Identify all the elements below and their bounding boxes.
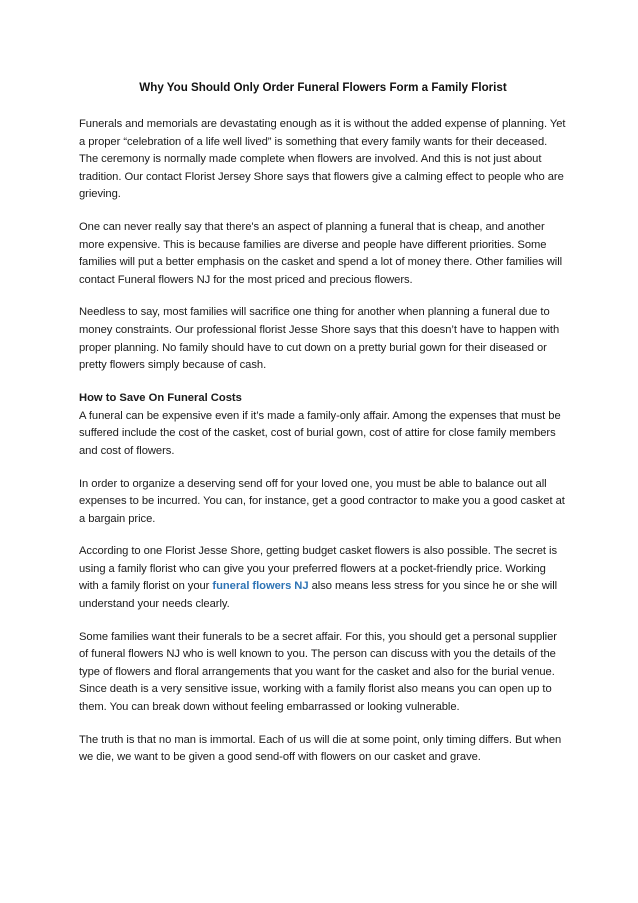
funeral-flowers-nj-link[interactable]: funeral flowers NJ (212, 580, 309, 593)
section-heading: How to Save On Funeral Costs (79, 391, 242, 404)
paragraph-text-after-link: also means less stress for you since he or she will understand your needs clearly. (79, 580, 558, 611)
paragraph-costs-vary: One can never really say that there's an aspect of planning a funeral that is cheap, and another more expensive. This is because families are diverse and people have different priorities. Some families will put a better emphasis on the casket and spend a lot of money there. Other families will contact Funeral flowers NJ for the most priced and precious flowers. (79, 220, 563, 286)
paragraph-family-florist (79, 543, 567, 613)
document-title: Why You Should Only Order Funeral Flowers Form a Family Florist (139, 81, 507, 94)
paragraph-closing: The truth is that no man is immortal. Each of us will die at some point, only timing differs. But when we die, we want to be given a good send-off with flowers on our casket and grave. (79, 733, 562, 764)
document-page (79, 80, 567, 782)
paragraph-text-before-link: According to one Florist Jesse Shore, getting budget casket flowers is also possible. The secret is using a family florist who can give you your preferred flowers at a pocket-friendly price. Working with a family florist on your (79, 545, 558, 593)
paragraph-sacrifice: Needless to say, most families will sacrifice one thing for another when planning a funeral due to money constraints. Our professional florist Jesse Shore says that this doesn’t have to happen with proper planning. No family should have to cut down on a pretty burial gown for their diseased or pretty flowers simply because of cash. (79, 306, 560, 372)
paragraph-intro: Funerals and memorials are devastating enough as it is without the added expense of planning. Yet a proper “celebration of a life well lived” is something that every family wants for their deceased. The ceremony is normally made complete when flowers are involved. And this is not just about tradition. Our contact Florist Jersey Shore says that flowers give a calming effect to people who are grieving. (79, 118, 566, 201)
paragraph-expenses: A funeral can be expensive even if it’s made a family-only affair. Among the expenses that must be suffered include the cost of the casket, cost of burial gown, cost of attire for close family members and cost of flowers. (79, 409, 561, 457)
paragraph-balance: In order to organize a deserving send off for your loved one, you must be able to balance out all expenses to be incurred. You can, for instance, get a good contractor to make you a good casket at a bargain price. (79, 477, 565, 525)
paragraph-secret-affair: Some families want their funerals to be a secret affair. For this, you should get a personal supplier of funeral flowers NJ who is well known to you. The person can discuss with you the details of the type of flowers and floral arrangements that you want for the casket and also for the burial venue. Since death is a very sensitive issue, working with a family florist also means you can open up to them. You can break down without feeling embarrassed or looking vulnerable. (79, 630, 557, 714)
